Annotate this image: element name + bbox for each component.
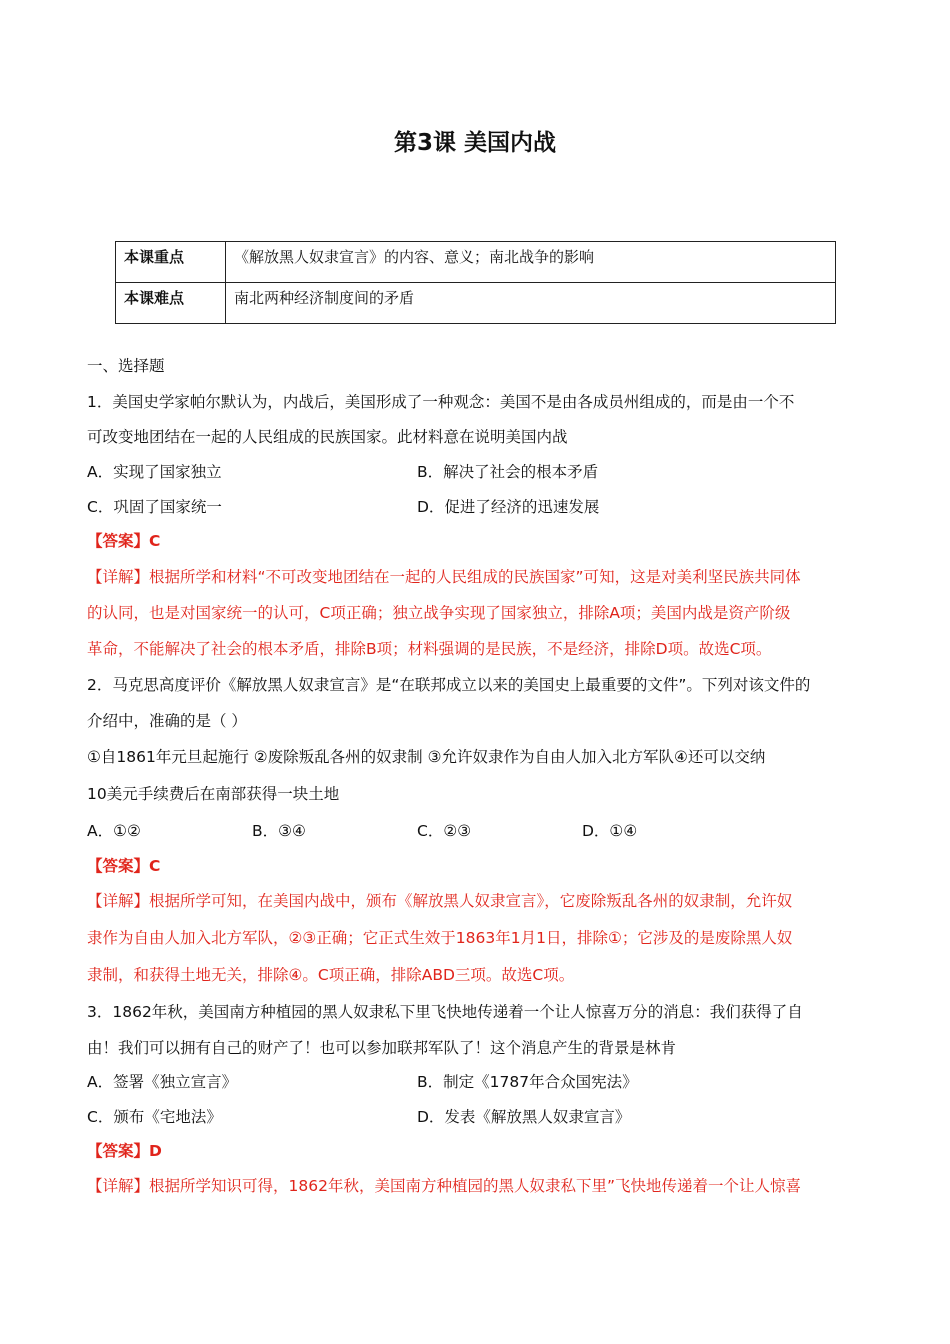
q2-option-b: B．③④ [252,822,306,840]
section-heading: 一、选择题 [87,357,165,375]
q3-detail-line: 【详解】根据所学知识可得，1862年秋，美国南方种植园的黑人奴隶私下里”飞快地传递着一个让人惊喜 [87,1177,801,1195]
q1-stem-line: 1．美国史学家帕尔默认为，内战后，美国形成了一种观念：美国不是由各成员州组成的，而是由一个不 [87,393,795,411]
page-title: 第3课 美国内战 [393,130,556,156]
q3-option-d: D．发表《解放黑人奴隶宣言》 [417,1108,631,1126]
keypoint-value: 《解放黑人奴隶宣言》的内容、意义；南北战争的影响 [226,242,836,283]
q3-option-a: A．签署《独立宣言》 [87,1073,238,1091]
q3-answer: 【答案】D [87,1142,162,1160]
q1-answer: 【答案】C [87,532,161,550]
q3-option-c: C．颁布《宅地法》 [87,1108,222,1126]
q2-detail-line: 隶制，和获得土地无关，排除④。C项正确，排除ABD三项。故选C项。 [87,966,575,984]
keypoint-key: 本课难点 [116,283,226,324]
table-row [116,283,836,324]
q2-stem-line: 10美元手续费后在南部获得一块土地 [87,785,340,803]
q1-detail-line: 革命，不能解决了社会的根本矛盾，排除B项；材料强调的是民族，不是经济，排除D项。故选C项。 [87,640,772,658]
keypoint-value: 南北两种经济制度间的矛盾 [226,283,836,324]
q2-detail-line: 隶作为自由人加入北方军队，②③正确；它正式生效于1863年1月1日，排除①；它涉及的是废除黑人奴 [87,929,793,947]
keypoints-table [115,241,836,324]
q2-stem-line: ①自1861年元旦起施行 ②废除叛乱各州的奴隶制 ③允许奴隶作为自由人加入北方军队④还可以交纳 [87,748,766,766]
q2-option-c: C．②③ [417,822,472,840]
q1-option-b: B．解决了社会的根本矛盾 [417,463,599,481]
q2-option-a: A．①② [87,822,141,840]
q1-detail-line: 【详解】根据所学和材料“不可改变地团结在一起的人民组成的民族国家”可知，这是对美利坚民族共同体 [87,568,801,586]
q2-stem-line: 2．马克思高度评价《解放黑人奴隶宣言》是“在联邦成立以来的美国史上最重要的文件”。下列对该文件的 [87,676,811,694]
q1-detail-line: 的认同，也是对国家统一的认可，C项正确；独立战争实现了国家独立，排除A项；美国内战是资产阶级 [87,604,791,622]
q2-stem-line: 介绍中，准确的是（ ） [87,712,247,730]
keypoint-key: 本课重点 [116,242,226,283]
q1-option-c: C．巩固了国家统一 [87,498,222,516]
q1-option-a: A．实现了国家独立 [87,463,222,481]
q2-answer: 【答案】C [87,857,161,875]
q3-stem-line: 3．1862年秋，美国南方种植园的黑人奴隶私下里飞快地传递着一个让人惊喜万分的消息：我们获得了自 [87,1003,803,1021]
q3-stem-line: 由！我们可以拥有自己的财产了！也可以参加联邦军队了！这个消息产生的背景是林肯 [87,1039,677,1057]
q2-detail-line: 【详解】根据所学可知，在美国内战中，颁布《解放黑人奴隶宣言》，它废除叛乱各州的奴隶制，允许奴 [87,892,793,910]
q2-option-d: D．①④ [582,822,638,840]
table-row [116,242,836,283]
q1-stem-line: 可改变地团结在一起的人民组成的民族国家。此材料意在说明美国内战 [87,428,568,446]
q3-option-b: B．制定《1787年合众国宪法》 [417,1073,638,1091]
q1-option-d: D．促进了经济的迅速发展 [417,498,600,516]
